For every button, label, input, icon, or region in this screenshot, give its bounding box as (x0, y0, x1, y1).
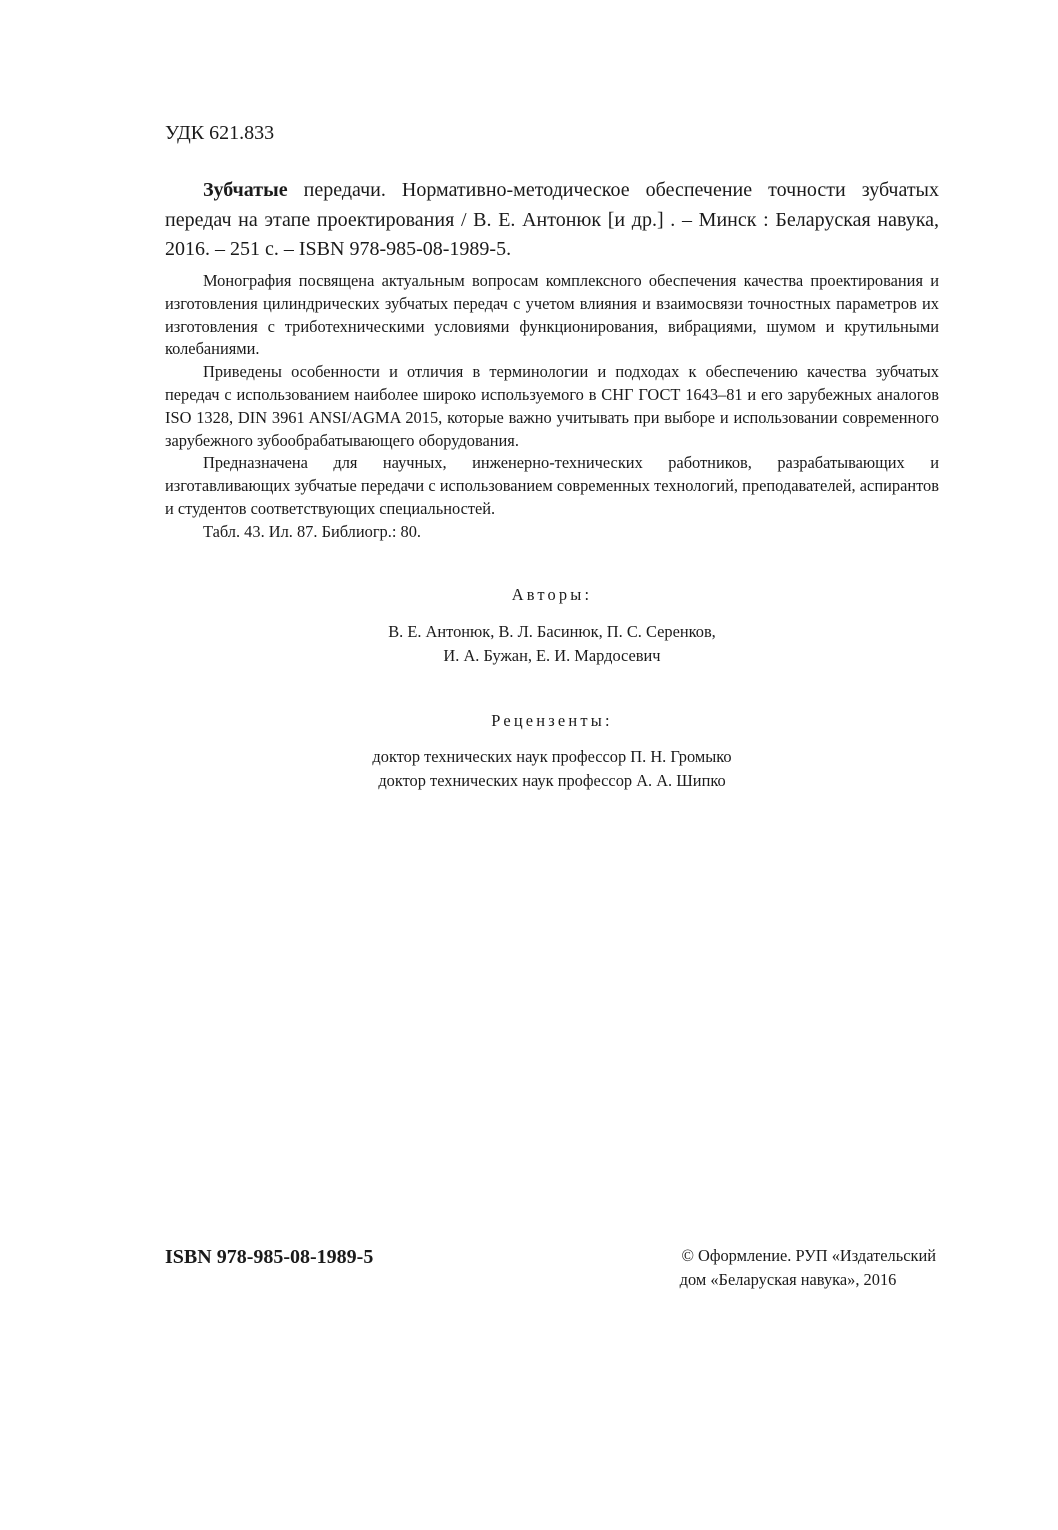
abstract-stats: Табл. 43. Ил. 87. Библиогр.: 80. (203, 521, 421, 541)
abstract-paragraph-3: Предназначена для научных, инженерно-технических работников, разрабатывающих и изготавливающих зубчатые передачи с использованием современных технологий, преподавателей, аспирантов и студентов соответствующих специальностей. (165, 453, 939, 518)
reviewer-line-1: доктор технических наук профессор П. Н. Громыко (372, 747, 732, 766)
abstract-paragraph-2: Приведены особенности и отличия в терминологии и подходах к обеспечению качества зубчатых передач с использованием наиболее широко используемого в СНГ ГОСТ 1643–81 и его зарубежных аналогов ISO 1328, DIN 3961 ANSI/AGMA 2015, которые важно учитывать при выборе и использовании современного зарубежного зубообрабатывающего оборудования. (165, 362, 939, 450)
abstract-paragraph-1: Монография посвящена актуальным вопросам комплексного обеспечения качества проектирования и изготовления цилиндрических зубчатых передач с учетом влияния и взаимосвязи точностных параметров их изготовления с триботехническими условиями функционирования, вибрациями, шумом и крутильными колебаниями. (165, 271, 939, 359)
citation-text: передачи. Нормативно-методическое обеспечение точности зубчатых передач на этапе проектирования / В. Е. Антонюк [и др.] . – Минск : Беларуская навука, 2016. – 251 с. – ISBN 978-985-08-1989-5. (165, 179, 939, 260)
copyright-line-2: дом «Беларуская навука», 2016 (679, 1269, 897, 1289)
reviewer-line-2: доктор технических наук профессор А. А. Шипко (378, 770, 726, 790)
copyright-notice (620, 1244, 936, 1291)
reviewers-heading: Рецензенты: (491, 711, 613, 730)
authors-list (0, 620, 1058, 667)
reviewers-list (0, 745, 1058, 792)
authors-heading: Авторы: (511, 585, 593, 604)
citation-lead-word: Зубчатые (203, 179, 288, 201)
authors-line-1: В. Е. Антонюк, В. Л. Басинюк, П. С. Серенков, (388, 622, 716, 641)
udk-code: УДК 621.833 (165, 122, 275, 144)
abstract (165, 270, 939, 544)
copyright-line-1: © Оформление. РУП «Издательский (681, 1246, 936, 1265)
isbn: ISBN 978-985-08-1989-5 (165, 1246, 374, 1268)
bibliographic-citation (165, 176, 939, 265)
authors-line-2: И. А. Бужан, Е. И. Мардосевич (443, 645, 661, 665)
